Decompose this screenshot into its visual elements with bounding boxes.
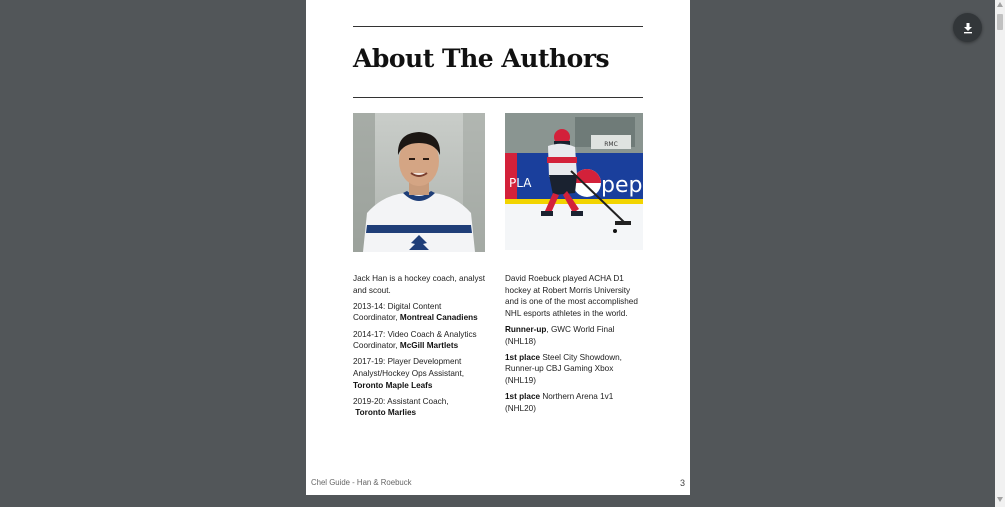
- bio-entry: 2019-20: Assistant Coach, Toronto Marlies: [353, 396, 449, 418]
- david-roebuck-photo: [505, 113, 643, 250]
- pdf-page: [306, 0, 690, 495]
- board-text-pla: PLA: [509, 176, 532, 190]
- jack-han-bio: [353, 273, 488, 424]
- vertical-scrollbar[interactable]: [995, 0, 1005, 507]
- jack-han-intro: Jack Han is a hockey coach, analyst and scout.: [353, 274, 485, 295]
- bio-entry: 1st place Northern Arena 1v1 (NHL20): [505, 392, 614, 413]
- board-text-pep: pep: [601, 173, 643, 198]
- board-text-rmc: RMC: [604, 141, 618, 148]
- top-divider: [353, 26, 643, 27]
- page-number: 3: [679, 478, 685, 488]
- scroll-up-arrow[interactable]: [995, 2, 1005, 10]
- bio-entry: Runner-up, GWC World Final (NHL18): [505, 324, 615, 346]
- david-roebuck-intro: David Roebuck played ACHA D1 hockey at Robert Morris University and is one of the most accomplished NHL esports athletes in the world.: [505, 274, 638, 318]
- page-footer: Chel Guide - Han & Roebuck: [311, 478, 412, 487]
- jack-han-photo: [353, 113, 485, 252]
- title-divider: [353, 97, 643, 98]
- bio-entry: 2013-14: Digital Content Coordinator, Montreal Canadiens: [353, 301, 478, 323]
- scroll-down-arrow[interactable]: [995, 497, 1005, 505]
- page-title: About The Authors: [353, 44, 610, 73]
- triangle-up-icon: [997, 2, 1003, 7]
- bio-entry: 2017-19: Player Development Analyst/Hockey Ops Assistant, Toronto Maple Leafs: [353, 357, 465, 390]
- david-roebuck-bio: [505, 273, 645, 419]
- download-button[interactable]: [953, 13, 982, 42]
- scrollbar-thumb[interactable]: [997, 14, 1003, 30]
- triangle-down-icon: [997, 497, 1003, 502]
- bio-entry: 1st place Steel City Showdown, Runner-up CBJ Gaming Xbox (NHL19): [505, 352, 622, 385]
- download-icon: [962, 22, 974, 34]
- bio-entry: 2014-17: Video Coach & Analytics Coordinator, McGill Martlets: [353, 329, 477, 351]
